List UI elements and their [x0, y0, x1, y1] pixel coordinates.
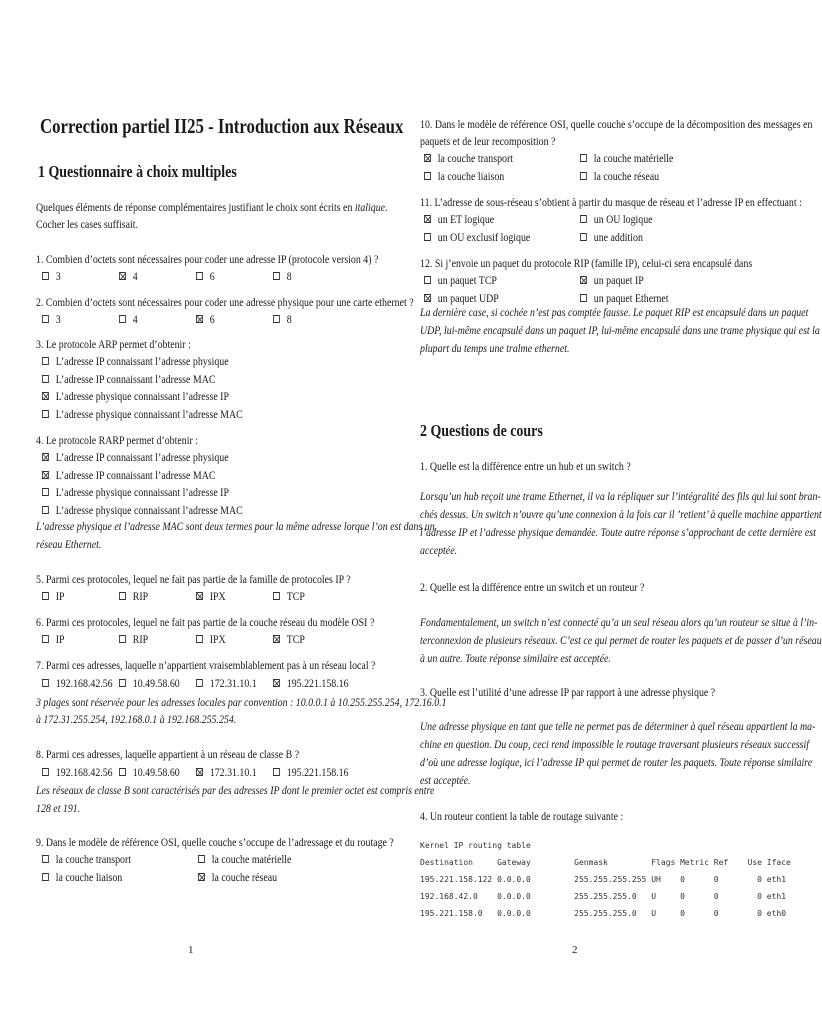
checked-box-icon[interactable]	[424, 215, 431, 223]
option-label: L’adresse physique connaissant l’adresse MAC	[55, 408, 243, 421]
empty-box-icon[interactable]	[42, 855, 49, 863]
option-label: un OU exclusif logique	[437, 232, 531, 244]
routing-table-row: 195.221.158.0 0.0.0.0 255.255.255.0 U 0 0 0 eth0	[420, 909, 787, 918]
checkbox-option[interactable]	[119, 677, 180, 691]
checkbox-option[interactable]	[42, 390, 229, 404]
empty-box-icon[interactable]	[580, 172, 587, 180]
routing-table-row: 192.168.42.0 0.0.0.0 255.255.255.0 U 0 0 0 eth1	[420, 892, 787, 901]
routing-table-row: 195.221.158.122 0.0.0.0 255.255.255.255 UH 0 0 0 eth1	[420, 875, 787, 884]
checkbox-option[interactable]	[198, 853, 291, 867]
option-label: la couche réseau	[211, 872, 278, 884]
checkbox-option[interactable]	[196, 633, 226, 647]
routing-table-header: Destination Gateway Genmask Flags Metric Ref Use Iface	[420, 858, 791, 867]
option-label: une addition	[593, 232, 643, 244]
option-label: la couche transport	[437, 153, 514, 165]
checkbox-option[interactable]	[273, 270, 292, 284]
empty-box-icon[interactable]	[119, 679, 126, 687]
question-6: 6. Parmi ces protocoles, lequel ne fait pas partie de la couche réseau du modèle OSI ?	[36, 617, 375, 629]
checked-box-icon[interactable]	[42, 471, 49, 479]
empty-box-icon[interactable]	[42, 768, 49, 776]
checkbox-option[interactable]	[273, 766, 349, 780]
checked-box-icon[interactable]	[196, 315, 203, 323]
question-5: 5. Parmi ces protocoles, lequel ne fait pas partie de la famille de protocoles IP ?	[36, 574, 351, 586]
question-3: 3. Le protocole ARP permet d’obtenir :	[36, 339, 191, 351]
empty-box-icon[interactable]	[273, 592, 280, 600]
checkbox-option[interactable]	[580, 274, 644, 288]
checkbox-option[interactable]	[196, 270, 215, 284]
checkbox-option[interactable]	[424, 170, 504, 184]
checkbox-option[interactable]	[273, 633, 305, 647]
option-label: IPX	[209, 634, 226, 646]
checked-box-icon[interactable]	[119, 272, 126, 280]
answer-line: acceptée.	[420, 545, 458, 557]
option-label: 8	[286, 271, 292, 283]
option-label: la couche liaison	[55, 872, 123, 884]
option-label: 3	[55, 271, 61, 283]
empty-box-icon[interactable]	[42, 488, 49, 496]
empty-box-icon[interactable]	[119, 768, 126, 776]
checkbox-option[interactable]	[119, 270, 138, 284]
intro-text-2: Cocher les cases suffisait.	[36, 219, 138, 231]
checkbox-option[interactable]	[196, 590, 226, 604]
section-1-heading: 1 Questionnaire à choix multiples	[38, 162, 237, 181]
option-label: IP	[55, 591, 65, 603]
routing-table-caption: Kernel IP routing table	[420, 841, 531, 850]
course-question-4: 4. Un routeur contient la table de routage suivante :	[420, 811, 624, 823]
empty-box-icon[interactable]	[42, 357, 49, 365]
empty-box-icon[interactable]	[42, 635, 49, 643]
course-question-2: 2. Quelle est la différence entre un switch et un routeur ?	[420, 582, 645, 594]
question-8-note: Les réseaux de classe B sont caractérisés par des adresses IP dont le premier octet est compris entre	[36, 785, 435, 797]
checkbox-option[interactable]	[42, 355, 229, 369]
checked-box-icon[interactable]	[196, 592, 203, 600]
answer-line: chine en question. Du coup, ceci rend impossible le routage traversant plusieurs réseaux successif	[420, 739, 810, 751]
question-12-note-2: UDP, lui-même encapsulé dans un paquet IP, lui-même encapsulé dans une trame physique qui est la	[420, 325, 820, 337]
checkbox-option[interactable]	[42, 871, 122, 885]
option-label: un paquet TCP	[437, 275, 497, 287]
intro-text	[36, 201, 388, 215]
option-label: 195.221.158.16	[286, 678, 349, 690]
question-9: 9. Dans le modèle de référence OSI, quelle couche s’occupe de l’adressage et du routage ?	[36, 837, 394, 849]
checked-box-icon[interactable]	[424, 154, 431, 162]
question-2: 2. Combien d’octets sont nécessaires pour coder une adresse physique pour une carte ethernet ?	[36, 297, 414, 309]
empty-box-icon[interactable]	[42, 315, 49, 323]
empty-box-icon[interactable]	[42, 592, 49, 600]
question-4: 4. Le protocole RARP permet d’obtenir :	[36, 435, 198, 447]
answer-line: Lorsqu’un hub reçoit une trame Ethernet, il va la répliquer sur l’intégralité des fils qui lui sont bran-	[420, 491, 821, 503]
option-label: un paquet IP	[593, 275, 644, 287]
checkbox-option[interactable]	[119, 590, 148, 604]
question-12: 12. Si j’envoie un paquet du protocole RIP (famille IP), celui-ci sera encapsulé dans	[420, 258, 753, 270]
empty-box-icon[interactable]	[42, 375, 49, 383]
page-title: Correction partiel II25 - Introduction aux Réseaux	[40, 114, 404, 138]
option-label: L’adresse IP connaissant l’adresse physique	[55, 452, 229, 464]
empty-box-icon[interactable]	[42, 410, 49, 418]
question-4-note-2: réseau Ethernet.	[36, 539, 102, 551]
checked-box-icon[interactable]	[42, 392, 49, 400]
option-label: RIP	[132, 591, 149, 603]
checkbox-option[interactable]	[42, 504, 243, 518]
option-label: 195.221.158.16	[286, 767, 349, 779]
option-label: L’adresse IP connaissant l’adresse physique	[55, 356, 229, 368]
empty-box-icon[interactable]	[196, 679, 203, 687]
empty-box-icon[interactable]	[119, 635, 126, 643]
checkbox-option[interactable]	[580, 170, 659, 184]
option-label: 4	[132, 314, 138, 326]
empty-box-icon[interactable]	[424, 233, 431, 241]
checkbox-option[interactable]	[196, 313, 215, 327]
checked-box-icon[interactable]	[198, 873, 205, 881]
checkbox-option[interactable]	[119, 766, 180, 780]
option-label: un ET logique	[437, 214, 495, 226]
empty-box-icon[interactable]	[119, 592, 126, 600]
checkbox-option[interactable]	[196, 766, 257, 780]
checked-box-icon[interactable]	[273, 679, 280, 687]
option-label: un paquet UDP	[437, 293, 499, 305]
checkbox-option[interactable]	[424, 152, 513, 166]
empty-box-icon[interactable]	[580, 294, 587, 302]
option-label: L’adresse physique connaissant l’adresse IP	[55, 391, 229, 403]
answer-line: d’où une adresse logique, ici l’adresse IP qui permet de router les paquets. Toute réponse similaire	[420, 757, 813, 769]
intro-text-c: .	[385, 202, 388, 214]
checkbox-option[interactable]	[424, 231, 530, 245]
page-number-2: 2	[572, 944, 578, 956]
checked-box-icon[interactable]	[196, 768, 203, 776]
checkbox-option[interactable]	[580, 213, 653, 227]
checked-box-icon[interactable]	[42, 453, 49, 461]
option-label: 10.49.58.60	[132, 767, 180, 779]
empty-box-icon[interactable]	[42, 272, 49, 280]
checkbox-option[interactable]	[273, 677, 349, 691]
page-number-1: 1	[188, 944, 194, 956]
question-8-note-2: 128 et 191.	[36, 803, 81, 815]
checked-box-icon[interactable]	[424, 294, 431, 302]
empty-box-icon[interactable]	[196, 272, 203, 280]
empty-box-icon[interactable]	[580, 215, 587, 223]
checkbox-option[interactable]	[42, 486, 229, 500]
checkbox-option[interactable]	[273, 590, 305, 604]
answer-line: Une adresse physique en tant que telle ne permet pas de déterminer à quel réseau appartient la ma-	[420, 721, 816, 733]
checkbox-option[interactable]	[580, 152, 673, 166]
checkbox-option[interactable]	[580, 292, 668, 306]
checkbox-option[interactable]	[42, 853, 131, 867]
checkbox-option[interactable]	[119, 313, 138, 327]
option-label: 10.49.58.60	[132, 678, 180, 690]
empty-box-icon[interactable]	[198, 855, 205, 863]
question-12-note-3: plupart du temps une tralme ethernet.	[420, 343, 570, 355]
option-label: TCP	[286, 634, 305, 646]
option-label: 3	[55, 314, 61, 326]
checkbox-option[interactable]	[42, 677, 113, 691]
question-7-note-2: à 172.31.255.254, 192.168.0.1 à 192.168.255.254.	[36, 714, 237, 726]
answer-line: l’adresse IP et l’adresse physique demandée. Toute autre réponse s’approchant de cette dernière est	[420, 527, 816, 539]
question-4-note: L’adresse physique et l’adresse MAC sont deux termes pour la même adresse lorque l’on est dans un	[36, 521, 435, 533]
checkbox-option[interactable]	[42, 469, 215, 483]
checkbox-option[interactable]	[42, 408, 243, 422]
empty-box-icon[interactable]	[273, 315, 280, 323]
checkbox-option[interactable]	[42, 590, 65, 604]
option-label: 8	[286, 314, 292, 326]
option-label: 192.168.42.56	[55, 678, 113, 690]
checkbox-option[interactable]	[196, 677, 257, 691]
checkbox-option[interactable]	[424, 274, 497, 288]
option-label: 192.168.42.56	[55, 767, 113, 779]
question-7: 7. Parmi ces adresses, laquelle n’appartient vraisemblablement pas à un réseau local ?	[36, 660, 376, 672]
empty-box-icon[interactable]	[580, 233, 587, 241]
checkbox-option[interactable]	[424, 292, 499, 306]
intro-text-italic: italique	[354, 202, 386, 214]
option-label: IPX	[209, 591, 226, 603]
option-label: L’adresse IP connaissant l’adresse MAC	[55, 469, 216, 482]
course-question-3: 3. Quelle est l’utilité d’une adresse IP par rapport à une adresse physique ?	[420, 687, 716, 699]
option-label: L’adresse IP connaissant l’adresse MAC	[55, 373, 216, 386]
option-label: L’adresse physique connaissant l’adresse IP	[55, 487, 229, 499]
empty-box-icon[interactable]	[42, 506, 49, 514]
answer-line: Fondamentalement, un switch n’est connecté qu’a un seul réseau alors qu’un routeur se situe à l’in-	[420, 617, 818, 629]
checkbox-option[interactable]	[42, 313, 61, 327]
option-label: la couche matérielle	[211, 854, 292, 866]
checkbox-option[interactable]	[119, 633, 148, 647]
option-label: 6	[209, 271, 215, 283]
empty-box-icon[interactable]	[42, 873, 49, 881]
checkbox-option[interactable]	[42, 766, 113, 780]
question-10-line-2: paquets et de leur recomposition ?	[420, 136, 556, 148]
checkbox-option[interactable]	[424, 213, 494, 227]
option-label: la couche matérielle	[593, 153, 674, 165]
option-label: la couche liaison	[437, 171, 505, 183]
empty-box-icon[interactable]	[42, 679, 49, 687]
option-label: L’adresse physique connaissant l’adresse MAC	[55, 504, 243, 517]
empty-box-icon[interactable]	[580, 154, 587, 162]
option-label: la couche réseau	[593, 171, 660, 183]
checkbox-option[interactable]	[42, 270, 61, 284]
question-12-note: La dernière case, si cochée n’est pas comptée fausse. Le paquet RIP est encapsulé dans un paquet	[420, 307, 809, 319]
option-label: RIP	[132, 634, 149, 646]
empty-box-icon[interactable]	[273, 272, 280, 280]
checkbox-option[interactable]	[42, 633, 65, 647]
answer-line: terconnexion de plusieurs réseaux. C’est ce qui permet de router les paquets et de passer d’un réseau	[420, 635, 822, 647]
question-1: 1. Combien d’octets sont nécessaires pour coder une adresse IP (protocole version 4) ?	[36, 254, 379, 266]
empty-box-icon[interactable]	[196, 635, 203, 643]
checkbox-option[interactable]	[198, 871, 277, 885]
option-label: la couche transport	[55, 854, 132, 866]
checkbox-option[interactable]	[580, 231, 643, 245]
empty-box-icon[interactable]	[119, 315, 126, 323]
option-label: un OU logique	[593, 214, 653, 226]
question-7-note: 3 plages sont réservée pour les adresses locales par convention : 10.0.0.1 à 10.255.255.254, 172.16.0.1	[36, 697, 447, 709]
option-label: un paquet Ethernet	[593, 293, 669, 305]
checked-box-icon[interactable]	[273, 635, 280, 643]
section-2-heading: 2 Questions de cours	[420, 421, 543, 440]
checkbox-option[interactable]	[42, 373, 215, 387]
answer-line: chés dessus. Un switch n’ouvre qu’une connexion à la fois car il ’retient’ à quelle machine appartient	[420, 509, 822, 521]
answer-line: est acceptée.	[420, 775, 471, 787]
option-label: 6	[209, 314, 215, 326]
option-label: 4	[132, 271, 138, 283]
checkbox-option[interactable]	[42, 451, 229, 465]
option-label: TCP	[286, 591, 305, 603]
answer-line: à un autre. Toute réponse similaire est acceptée.	[420, 653, 611, 665]
checkbox-option[interactable]	[273, 313, 292, 327]
intro-text-a: Quelques éléments de réponse complémentaires justifiant le choix sont écrits en	[36, 202, 355, 214]
option-label: 172.31.10.1	[209, 678, 257, 690]
course-question-1: 1. Quelle est la différence entre un hub et un switch ?	[420, 461, 631, 473]
empty-box-icon[interactable]	[273, 768, 280, 776]
option-label: 172.31.10.1	[209, 767, 257, 779]
checked-box-icon[interactable]	[580, 276, 587, 284]
empty-box-icon[interactable]	[424, 172, 431, 180]
question-10: 10. Dans le modèle de référence OSI, quelle couche s’occupe de la décomposition des messages en	[420, 119, 813, 131]
question-11: 11. L’adresse de sous-réseau s’obtient à partir du masque de réseau et l’adresse IP en effectuant :	[420, 197, 802, 209]
question-8: 8. Parmi ces adresses, laquelle appartient à un réseau de classe B ?	[36, 749, 300, 761]
option-label: IP	[55, 634, 65, 646]
empty-box-icon[interactable]	[424, 276, 431, 284]
